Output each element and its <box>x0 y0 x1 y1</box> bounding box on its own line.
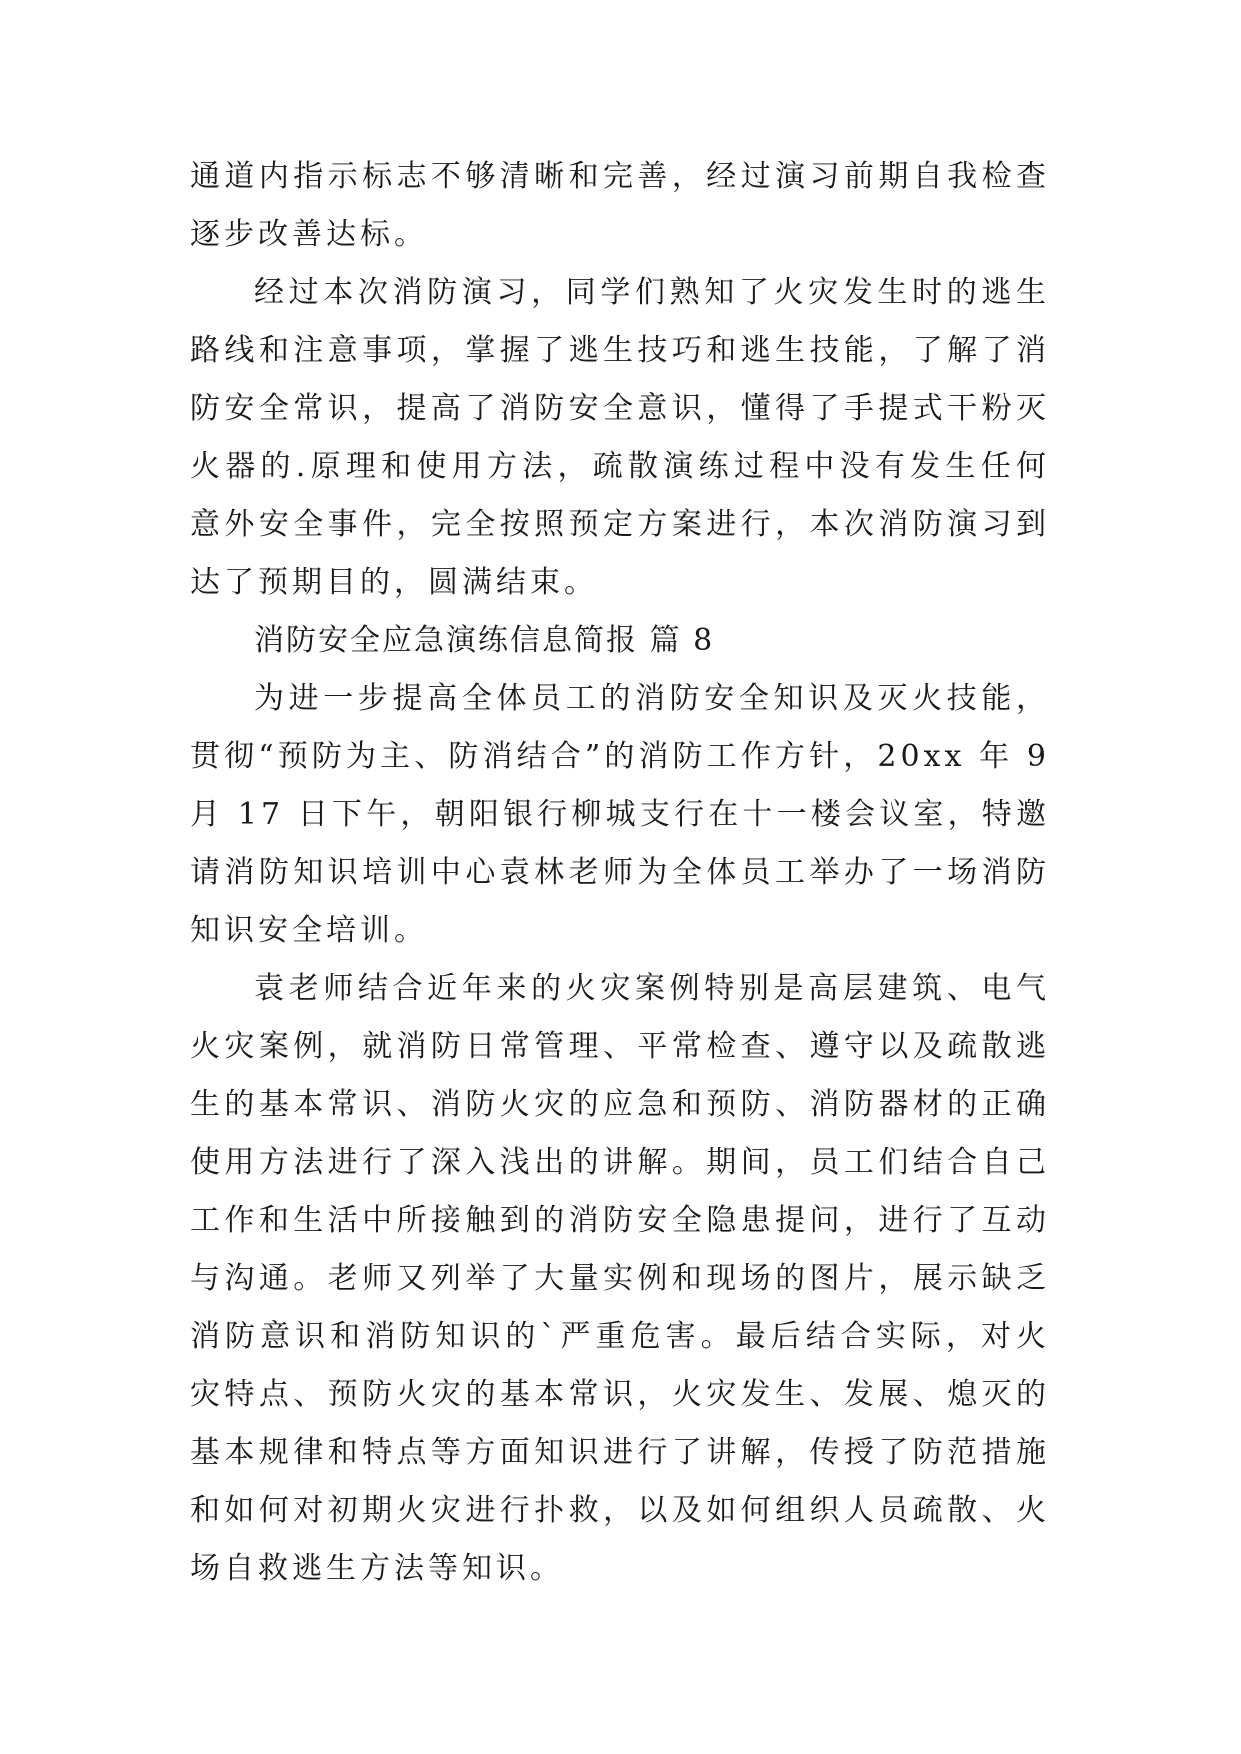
paragraph-training-intro: 为进一步提高全体员工的消防安全知识及灭火技能，贯彻“预防为主、防消结合”的消防工作方针，20xx 年 9 月 17 日下午，朝阳银行柳城支行在十一楼会议室，特邀请消防知识培训中心袁林老师为全体员工举办了一场消防知识安全培训。 <box>190 681 1050 948</box>
section-heading: 消防安全应急演练信息简报 篇 8 <box>254 623 715 658</box>
document-body <box>190 148 1050 1598</box>
paragraph-training-details: 袁老师结合近年来的火灾案例特别是高层建筑、电气火灾案例，就消防日常管理、平常检查、遵守以及疏散逃生的基本常识、消防火灾的应急和预防、消防器材的正确使用方法进行了深入浅出的讲解。期间，员工们结合自己工作和生活中所接触到的消防安全隐患提问，进行了互动与沟通。老师又列举了大量实例和现场的图片，展示缺乏消防意识和消防知识的`严重危害。最后结合实际，对火灾特点、预防火灾的基本常识，火灾发生、发展、熄灭的基本规律和特点等方面知识进行了讲解，传授了防范措施和如何对初期火灾进行扑救，以及如何组织人员疏散、火场自救逃生方法等知识。 <box>190 971 1050 1586</box>
paragraph-continuation: 通道内指示标志不够清晰和完善，经过演习前期自我检查逐步改善达标。 <box>190 159 1050 252</box>
paragraph-drill-summary: 经过本次消防演习，同学们熟知了火灾发生时的逃生路线和注意事项，掌握了逃生技巧和逃生技能，了解了消防安全常识，提高了消防安全意识，懂得了手提式干粉灭火器的.原理和使用方法，疏散演练过程中没有发生任何意外安全事件，完全按照预定方案进行，本次消防演习到达了预期目的，圆满结束。 <box>190 275 1050 600</box>
